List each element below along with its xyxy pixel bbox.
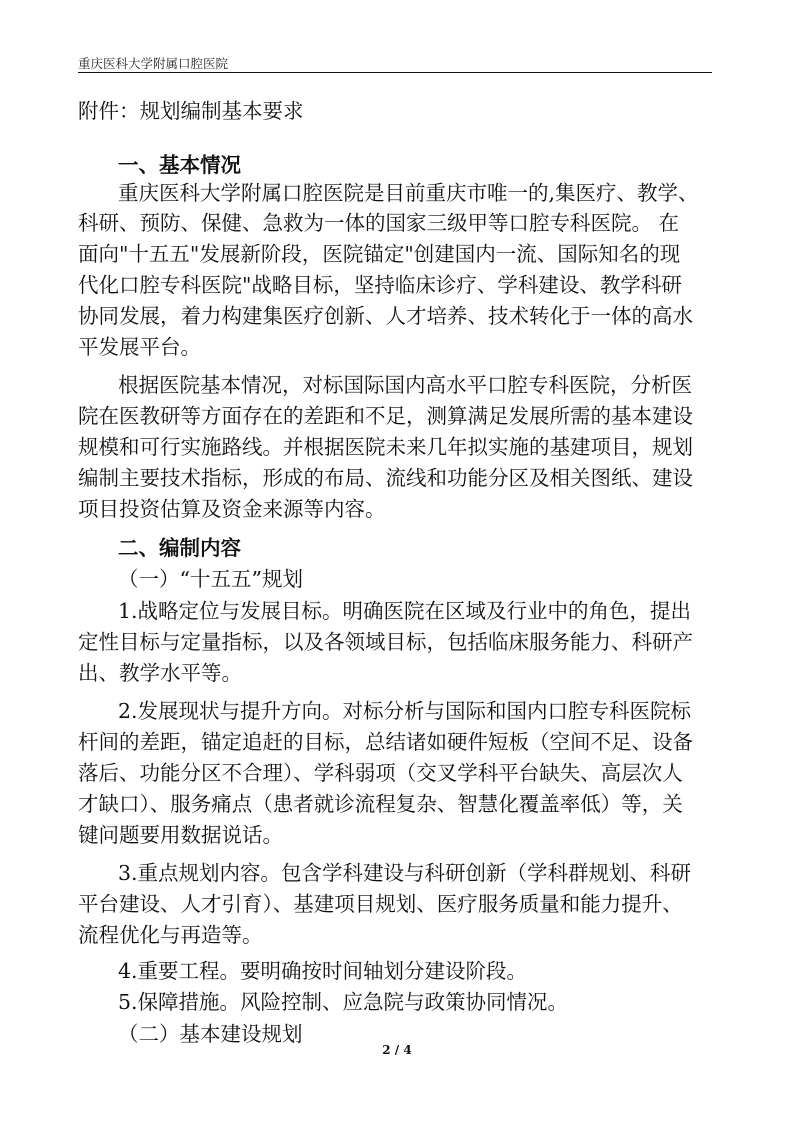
subsection-1-heading: （一）“十五五”规划	[118, 567, 303, 591]
subsection-2-heading: （二）基本建设规划	[118, 1022, 303, 1046]
item-2-line: 2.发展现状与提升方向。对标分析与国际和国内口腔专科医院标	[118, 699, 692, 723]
item-2-line: 才缺口）、服务痛点（患者就诊流程复杂、智慧化覆盖率低）等，关	[78, 792, 683, 816]
item-5-line: 5.保障措施。风险控制、应急院与政策协同情况。	[118, 990, 569, 1014]
s1-p1-line: 代化口腔专科医院"战略目标，坚持临床诊疗、学科建设、教学科研	[78, 273, 682, 297]
item-1-line: 出、教学水平等。	[78, 661, 242, 685]
s1-p2-line: 编制主要技术指标，形成的布局、流线和功能分区及相关图纸、建设	[78, 466, 693, 490]
item-1-line: 1.战略定位与发展目标。明确医院在区域及行业中的角色，提出	[118, 599, 692, 623]
s1-p1-line: 面向"十五五"发展新阶段，医院锚定"创建国内一流、国际知名的现	[78, 242, 681, 266]
page-number: 2 / 4	[382, 1043, 412, 1057]
item-2-line: 杆间的差距，锚定追赶的目标，总结诸如硬件短板（空间不足、设备	[78, 730, 693, 754]
item-3-line: 3.重点规划内容。包含学科建设与科研创新（学科群规划、科研	[118, 861, 692, 885]
s1-p1-line: 协同发展，着力构建集医疗创新、人才培养、技术转化于一体的高水	[78, 304, 693, 328]
item-3-line: 流程优化与再造等。	[78, 923, 263, 947]
s1-p2-line: 院在医教研等方面存在的差距和不足，测算满足发展所需的基本建设	[78, 404, 693, 428]
header-rule	[78, 72, 712, 73]
s1-p1-line: 平发展平台。	[78, 335, 201, 359]
item-2-line: 落后、功能分区不合理）、学科弱项（交叉学科平台缺失、高层次人	[78, 761, 683, 785]
s1-p2-line: 规模和可行实施路线。并根据医院未来几年拟实施的基建项目，规划	[78, 435, 693, 459]
section-2-heading: 二、编制内容	[118, 536, 241, 560]
item-4-line: 4.重要工程。要明确按时间轴划分建设阶段。	[118, 959, 528, 983]
item-1-line: 定性目标与定量指标，以及各领域目标，包括临床服务能力、科研产	[78, 630, 693, 654]
s1-p1-line: 科研、预防、保健、急救为一体的国家三级甲等口腔专科医院。 在	[78, 211, 680, 235]
s1-p2-line: 根据医院基本情况，对标国际国内高水平口腔专科医院，分析医	[118, 373, 692, 397]
item-2-line: 键问题要用数据说话。	[78, 823, 283, 847]
header-hospital-name: 重庆医科大学附属口腔医院	[78, 56, 229, 71]
annex-title: 附件：规划编制基本要求	[78, 99, 304, 123]
item-3-line: 平台建设、人才引育）、基建项目规划、医疗服务质量和能力提升、	[78, 892, 683, 916]
s1-p2-line: 项目投资估算及资金来源等内容。	[78, 497, 386, 521]
s1-p1-line: 重庆医科大学附属口腔医院是目前重庆市唯一的,集医疗、教学、	[118, 181, 699, 205]
section-1-heading: 一、基本情况	[118, 153, 241, 177]
